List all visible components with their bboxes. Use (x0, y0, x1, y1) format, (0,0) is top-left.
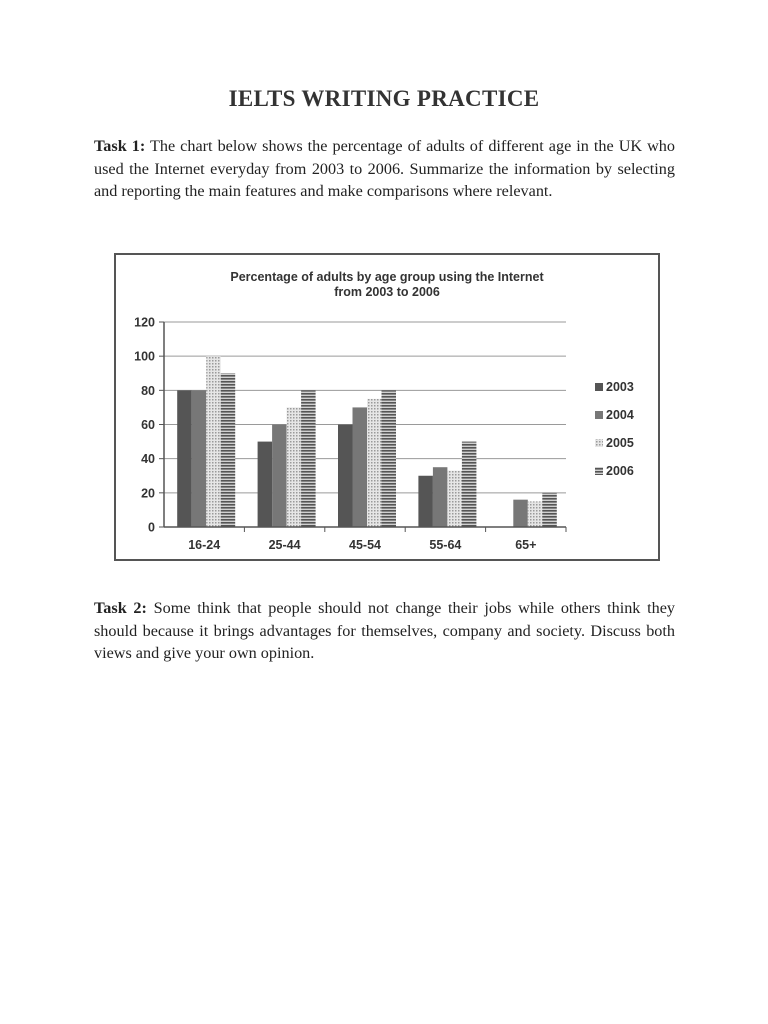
bar-2005-45-54 (367, 399, 382, 527)
bar-2005-25-44 (287, 407, 302, 527)
bar-chart (116, 255, 658, 559)
y-tick-label: 40 (141, 452, 155, 467)
x-tick-label: 16-24 (188, 538, 221, 552)
bar-2003-45-54 (338, 425, 353, 528)
page-title: IELTS WRITING PRACTICE (228, 86, 540, 111)
bar-2004-65+ (513, 500, 528, 527)
legend-swatch-2003 (595, 383, 603, 391)
task-2-text: Some think that people should not change their jobs while others think they should because it brings advantages for themselves, company and society. Discuss both views and give your own opinion. (94, 599, 675, 662)
chart-title-line: from 2003 to 2006 (334, 285, 440, 299)
bar-2005-55-64 (447, 471, 462, 527)
legend-label-2005: 2005 (606, 436, 634, 450)
y-tick-label: 60 (141, 418, 155, 432)
bar-2005-65+ (528, 501, 543, 527)
x-tick-label: 65+ (515, 538, 537, 552)
legend-swatch-2005 (595, 439, 603, 447)
legend-label-2003: 2003 (606, 380, 634, 394)
bar-2004-16-24 (192, 390, 207, 527)
legend-label-2004: 2004 (606, 408, 634, 422)
bar-2005-16-24 (206, 356, 221, 527)
y-tick-label: 20 (141, 486, 155, 501)
x-tick-label: 25-44 (268, 538, 301, 552)
bar-2004-45-54 (353, 407, 368, 527)
task-1-paragraph (94, 135, 675, 203)
bar-2006-16-24 (221, 373, 236, 527)
bar-2006-25-44 (301, 390, 316, 527)
task-2-label: Task 2: (94, 599, 147, 617)
x-tick-label: 45-54 (349, 538, 381, 552)
legend-swatch-2004 (595, 411, 603, 419)
x-axis-ticks (188, 527, 566, 552)
legend-label-2006: 2006 (606, 464, 634, 478)
task-1-label: Task 1: (94, 137, 146, 155)
bar-2003-55-64 (418, 476, 433, 527)
y-tick-label: 100 (134, 349, 155, 364)
chart-bars (177, 356, 557, 527)
task-1-text: The chart below shows the percentage of adults of different age in the UK who used the Internet everyday from 2003 to 2006. Summarize the information by selecting and reporting the main features and make comparisons where relevant. (94, 137, 675, 200)
bar-2006-65+ (542, 493, 557, 527)
y-tick-label: 0 (148, 520, 155, 535)
chart-legend (595, 380, 634, 478)
chart-title-line: Percentage of adults by age group using the Internet (230, 270, 544, 284)
y-axis-ticks (134, 316, 164, 535)
chart-title (230, 270, 544, 299)
y-tick-label: 120 (134, 315, 155, 330)
bar-2006-55-64 (462, 442, 477, 527)
task-2-paragraph (94, 597, 675, 665)
x-tick-label: 55-64 (429, 538, 462, 552)
chart-frame (114, 253, 660, 561)
legend-swatch-2006 (595, 467, 603, 475)
bar-2003-16-24 (177, 390, 192, 527)
y-tick-label: 80 (141, 383, 155, 398)
bar-2004-55-64 (433, 467, 448, 527)
bar-2004-25-44 (272, 425, 287, 528)
bar-2003-25-44 (258, 442, 273, 527)
bar-2006-45-54 (382, 390, 397, 527)
